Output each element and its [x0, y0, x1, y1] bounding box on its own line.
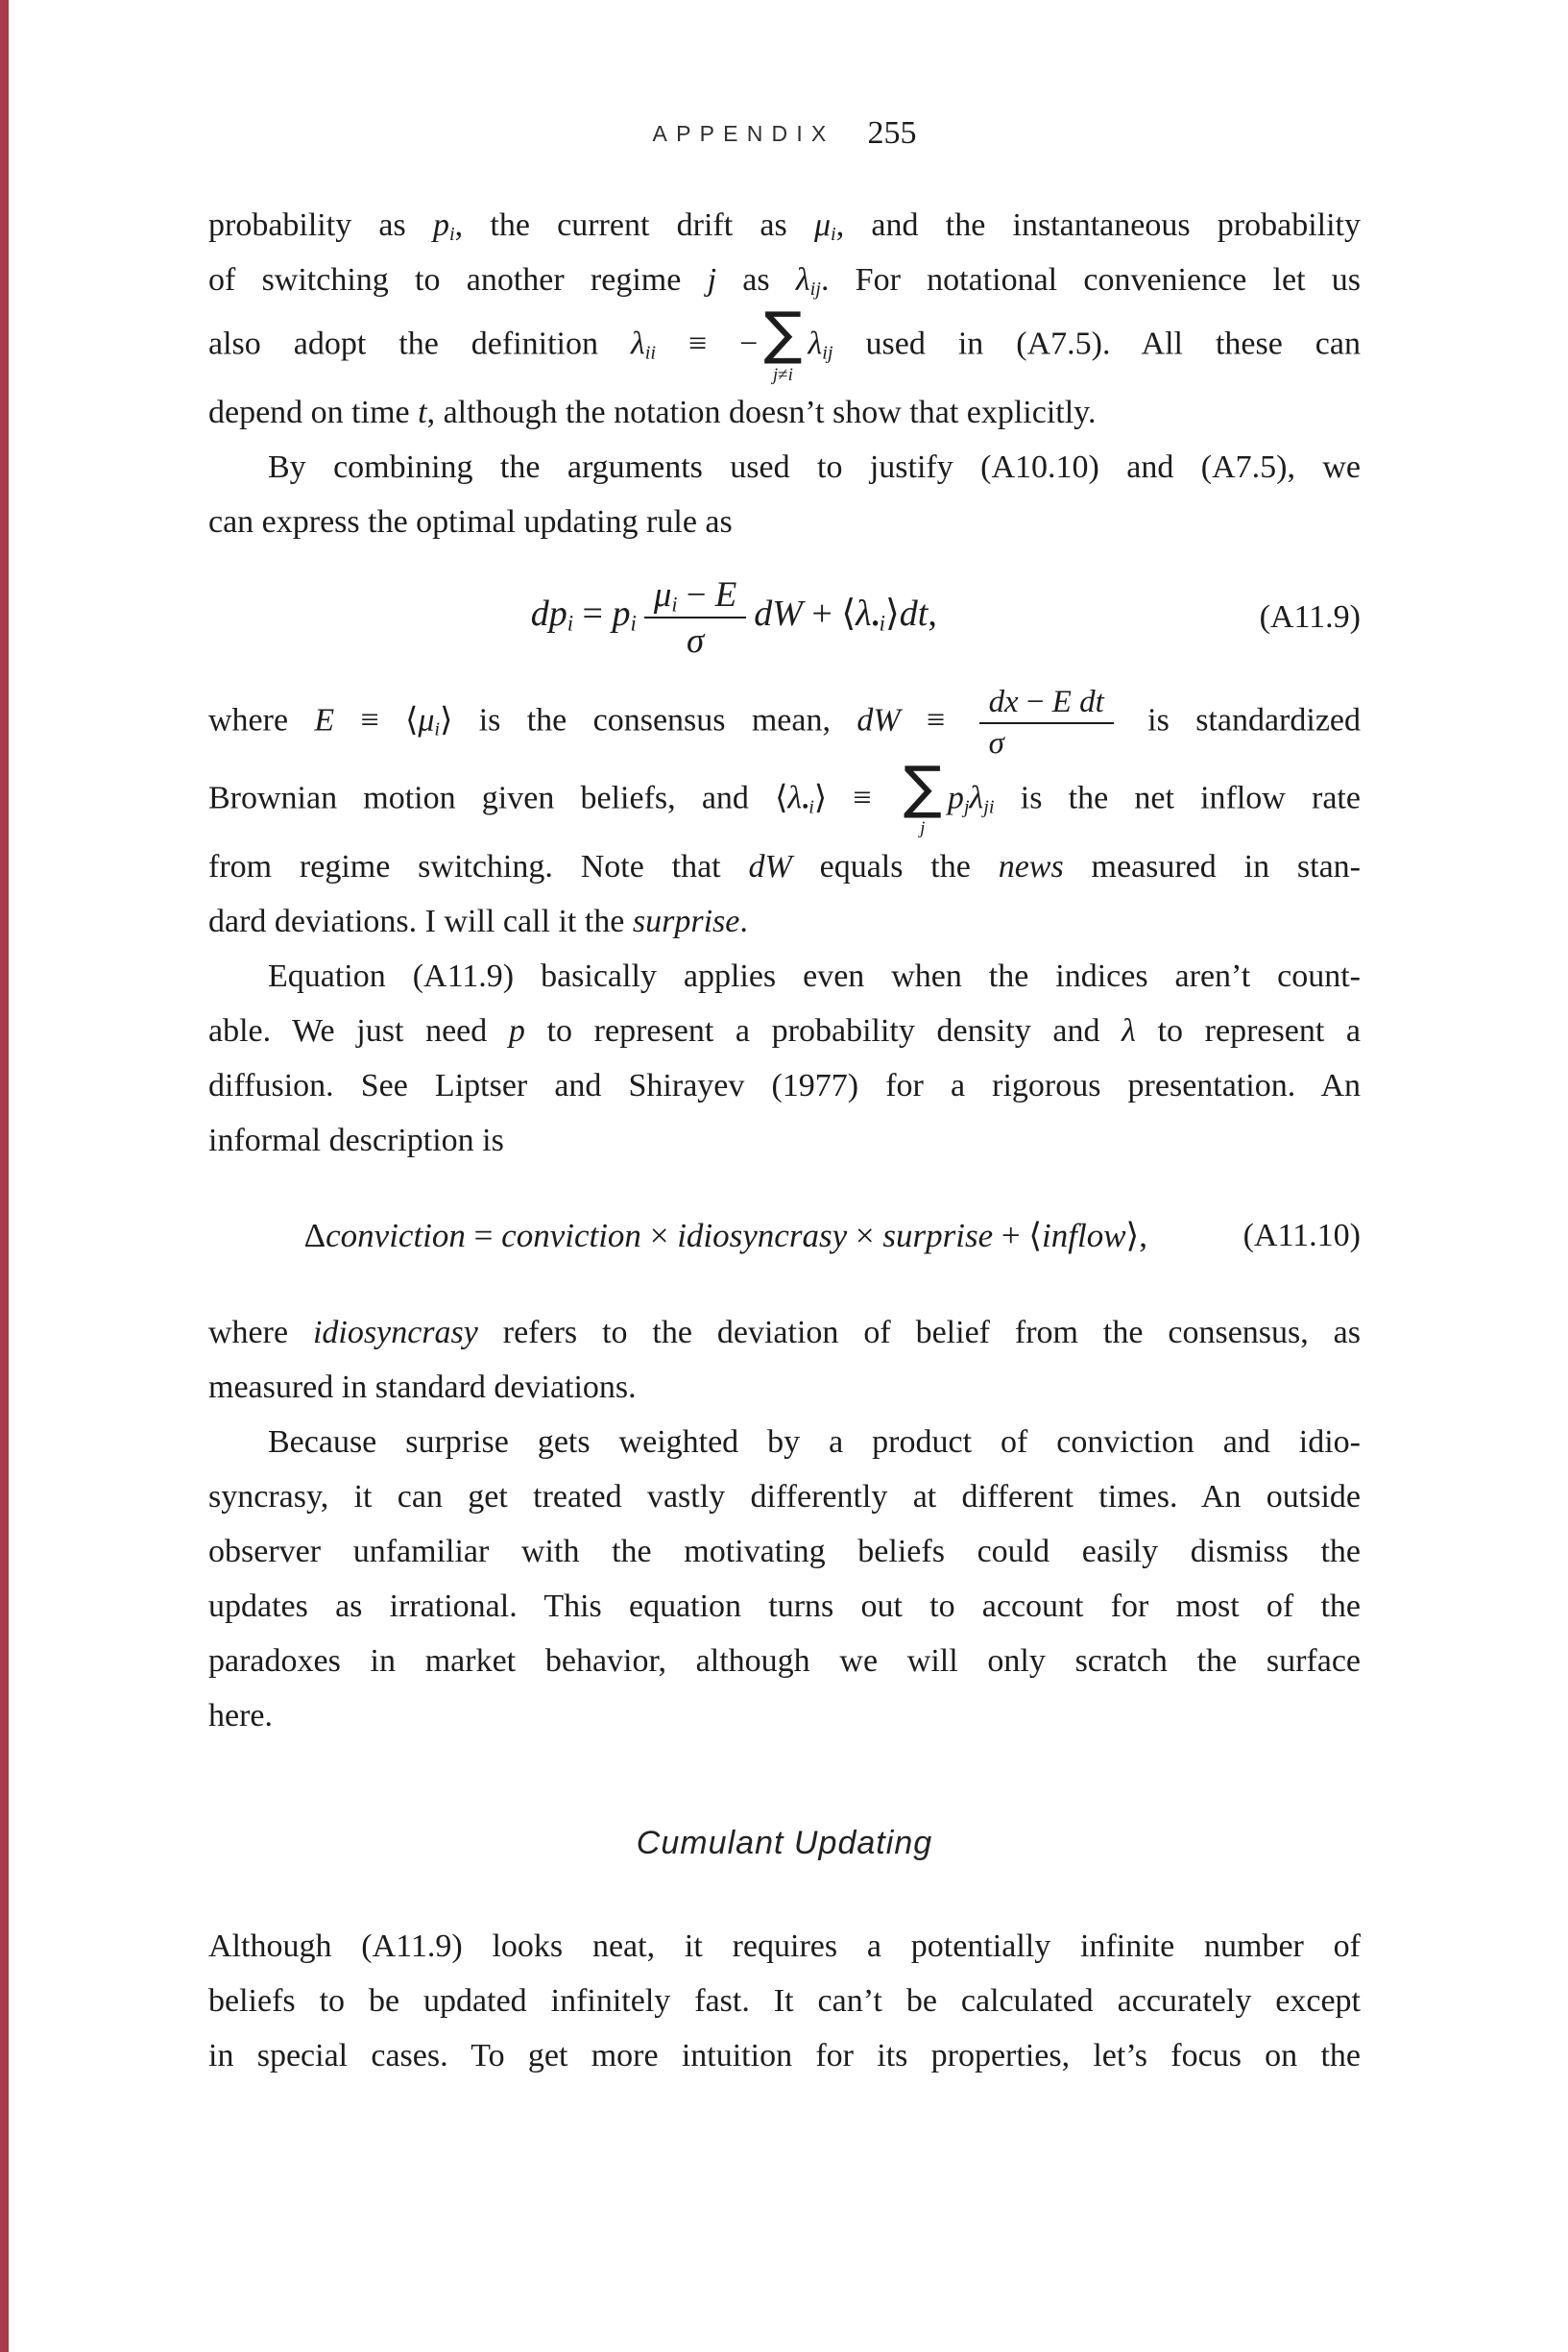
text-run: • — [802, 796, 809, 818]
summation-limits — [773, 366, 793, 386]
text-run: j — [707, 262, 717, 298]
text-run: can express the optimal updating rule as — [208, 504, 733, 541]
text-run: E — [314, 702, 335, 739]
text-run: ⟩ ≡ — [813, 780, 898, 816]
text-run: i — [434, 718, 441, 740]
summation-limits — [920, 819, 925, 839]
text-run: × — [847, 1217, 883, 1255]
text-run: equals the — [791, 849, 999, 885]
text-run: is standardized — [1121, 702, 1362, 739]
text-line — [208, 1579, 1361, 1634]
text-line — [208, 1360, 1361, 1415]
paragraph — [208, 440, 1361, 549]
text-line — [208, 949, 1361, 1004]
text-run: i — [808, 796, 814, 818]
text-run: λ — [630, 326, 645, 362]
math-fraction — [979, 685, 1114, 762]
text-run: Equation (A11.9) basically applies even when the indices aren’t count- — [268, 958, 1361, 995]
text-line — [208, 301, 1361, 385]
text-run: surprise — [882, 1217, 994, 1255]
summation — [903, 754, 942, 839]
text-run: conviction — [501, 1217, 641, 1255]
summation — [763, 301, 803, 385]
text-run: ij — [809, 278, 821, 300]
text-run: Although (A11.9) looks neat, it requires a potentially infinite number of — [208, 1928, 1361, 1965]
text-run: news — [998, 849, 1064, 885]
text-run: p — [612, 594, 631, 635]
text-run: ≡ — [900, 702, 972, 739]
text-run: λ — [969, 780, 984, 816]
text-line — [208, 1524, 1361, 1579]
text-line — [208, 754, 1361, 839]
text-run: here. — [208, 1698, 274, 1734]
text-run: , — [928, 594, 937, 635]
text-run: , and the instantaneous probability — [835, 207, 1362, 243]
text-run: = — [465, 1217, 502, 1255]
text-run: refers to the deviation of belief from the consensus, as — [477, 1315, 1361, 1351]
text-line — [208, 1058, 1361, 1113]
text-run: i — [630, 611, 637, 636]
text-run: p — [508, 1013, 525, 1050]
text-run: beliefs to be updated infinitely fast. It can’t be calculated accurately except — [208, 1983, 1361, 2020]
text-run: as — [716, 262, 796, 298]
text-run: p — [432, 207, 449, 243]
fraction-numerator — [979, 685, 1114, 722]
equation-content — [208, 1208, 1243, 1263]
fraction-numerator — [644, 574, 746, 616]
text-run: j — [963, 796, 970, 818]
text-run: used in (A7.5). All these can — [832, 326, 1361, 362]
text-run: . — [739, 904, 748, 940]
text-run: = — [573, 594, 613, 635]
text-line — [208, 440, 1361, 495]
text-line — [208, 685, 1361, 762]
text-run: ⟩ is the consensus mean, — [440, 702, 857, 739]
text-run: idiosyncrasy — [677, 1217, 848, 1255]
text-run: dW — [754, 594, 803, 635]
section-heading: Cumulant Updating — [636, 1825, 933, 1862]
running-header — [208, 115, 1361, 152]
text-run: updates as irrational. This equation turns out to account for most of the — [208, 1588, 1361, 1625]
page-body — [208, 198, 1361, 2083]
text-run: from regime switching. Note that — [208, 849, 749, 885]
text-run: dt — [899, 594, 929, 635]
text-run: dp — [530, 594, 567, 635]
text-run: j — [920, 818, 926, 839]
text-run: , although the notation doesn’t show that explicitly. — [426, 395, 1097, 431]
text-line — [208, 198, 1361, 253]
text-run: where — [208, 1315, 313, 1351]
text-run: surprise — [632, 904, 740, 940]
text-line — [208, 253, 1361, 307]
text-run: p — [947, 780, 964, 816]
text-line — [208, 1305, 1361, 1360]
sigma-symbol: ∑ — [903, 754, 942, 821]
text-run: ≡ ⟨ — [334, 702, 419, 739]
sigma-symbol: ∑ — [763, 301, 803, 367]
text-run: measured in standard deviations. — [208, 1370, 637, 1406]
running-header-label: APPENDIX — [652, 121, 835, 146]
text-line — [208, 1415, 1361, 1469]
text-run: • — [871, 611, 880, 636]
text-run: dt — [1079, 685, 1104, 720]
text-run: λ — [1122, 1013, 1136, 1050]
text-run: to represent a probability density and — [524, 1013, 1122, 1050]
text-run: t — [418, 395, 427, 431]
text-run: is the net inflow rate — [994, 780, 1361, 816]
text-run: ⟩ — [884, 594, 900, 635]
text-run: E — [714, 574, 737, 615]
text-run: conviction — [326, 1217, 466, 1255]
text-run: to represent a — [1135, 1013, 1362, 1050]
text-run: Brownian motion given beliefs, and ⟨ — [208, 780, 788, 816]
text-line — [208, 1113, 1361, 1168]
paragraph — [208, 685, 1361, 949]
text-line — [208, 385, 1361, 440]
text-line — [208, 1688, 1361, 1743]
text-run: j — [772, 364, 779, 385]
text-run: ii — [644, 342, 657, 364]
text-run: ≠ — [778, 364, 788, 385]
equation-tag: (A11.9) — [1259, 599, 1361, 636]
text-run: observer unfamiliar with the motivating beliefs could easily dismiss the — [208, 1534, 1361, 1570]
paragraph — [208, 1919, 1361, 2083]
text-run: paradoxes in market behavior, although we will only scratch the surface — [208, 1643, 1361, 1680]
text-line — [208, 2028, 1361, 2083]
text-run: ij — [822, 342, 833, 364]
text-run: also adopt the definition — [208, 326, 631, 362]
text-run: + ⟨ — [802, 594, 856, 635]
text-run: dW — [748, 849, 792, 885]
text-run: i — [448, 223, 455, 245]
text-run: × — [640, 1217, 678, 1255]
text-run: . For notational convenience let us — [820, 262, 1361, 298]
text-run: diffusion. See Liptser and Shirayev (1977) for a rigorous presentation. An — [208, 1068, 1361, 1104]
display-equation — [208, 574, 1361, 660]
text-run: ⟩, — [1125, 1217, 1147, 1255]
text-run: Δ — [303, 1217, 326, 1255]
text-line — [208, 1004, 1361, 1058]
text-run: depend on time — [208, 395, 419, 431]
text-run: syncrasy, it can get treated vastly differently at different times. An outside — [208, 1479, 1361, 1515]
text-run — [1072, 685, 1079, 719]
paragraph — [208, 949, 1361, 1168]
text-run: measured in stan- — [1063, 849, 1361, 885]
left-binding-edge — [0, 0, 9, 2352]
text-line — [208, 839, 1361, 894]
text-run: λ — [808, 326, 823, 362]
text-run: − — [677, 574, 715, 615]
text-line — [208, 1974, 1361, 2028]
text-run: λ — [787, 780, 803, 816]
equation-tag: (A11.10) — [1242, 1218, 1361, 1254]
text-run: ji — [983, 796, 995, 818]
text-run: i — [671, 592, 678, 617]
text-run: dx — [988, 685, 1019, 720]
text-run: λ — [856, 594, 872, 635]
text-run: Because surprise gets weighted by a product of conviction and idio- — [268, 1424, 1361, 1461]
text-run: μ — [653, 574, 672, 615]
paragraph — [208, 1305, 1361, 1415]
text-run: in special cases. To get more intuition for its properties, let’s focus on the — [208, 2038, 1361, 2074]
text-run: By combining the arguments used to justify (A10.10) and (A7.5), we — [268, 449, 1361, 486]
text-run: inflow — [1042, 1217, 1126, 1255]
display-equation — [208, 1208, 1361, 1263]
text-run: , the current drift as — [454, 207, 814, 243]
fraction-denominator — [644, 617, 746, 660]
text-run: i — [567, 611, 574, 636]
fraction-denominator — [979, 722, 1114, 762]
text-run: able. We just need — [208, 1013, 509, 1050]
equation-content — [208, 574, 1260, 660]
text-run: dard deviations. I will call it the — [208, 904, 633, 940]
text-run: where — [208, 702, 315, 739]
page-number: 255 — [867, 115, 917, 151]
text-line — [208, 1919, 1361, 1974]
text-line — [208, 894, 1361, 949]
text-run: − — [1018, 685, 1052, 720]
text-run: ≡ − — [656, 326, 759, 362]
text-run: of switching to another regime — [208, 262, 708, 298]
text-line — [208, 1634, 1361, 1688]
text-run: informal description is — [208, 1123, 504, 1159]
math-fraction — [644, 574, 746, 660]
text-line — [208, 1469, 1361, 1524]
text-run: dW — [856, 702, 901, 739]
text-run: σ — [686, 619, 705, 660]
text-run: idiosyncrasy — [312, 1315, 478, 1351]
text-run: μ — [813, 207, 832, 243]
text-line — [208, 495, 1361, 549]
text-run: probability as — [208, 207, 433, 243]
text-run: i — [787, 364, 793, 385]
paragraph — [208, 198, 1361, 440]
text-run: μ — [418, 702, 435, 739]
text-run: σ — [988, 725, 1004, 761]
paragraph — [208, 1415, 1361, 1743]
text-run: i — [831, 223, 836, 245]
text-run: E — [1051, 685, 1072, 720]
text-run: + ⟨ — [993, 1217, 1043, 1255]
text-run: λ — [795, 262, 810, 298]
text-run: i — [879, 611, 885, 636]
